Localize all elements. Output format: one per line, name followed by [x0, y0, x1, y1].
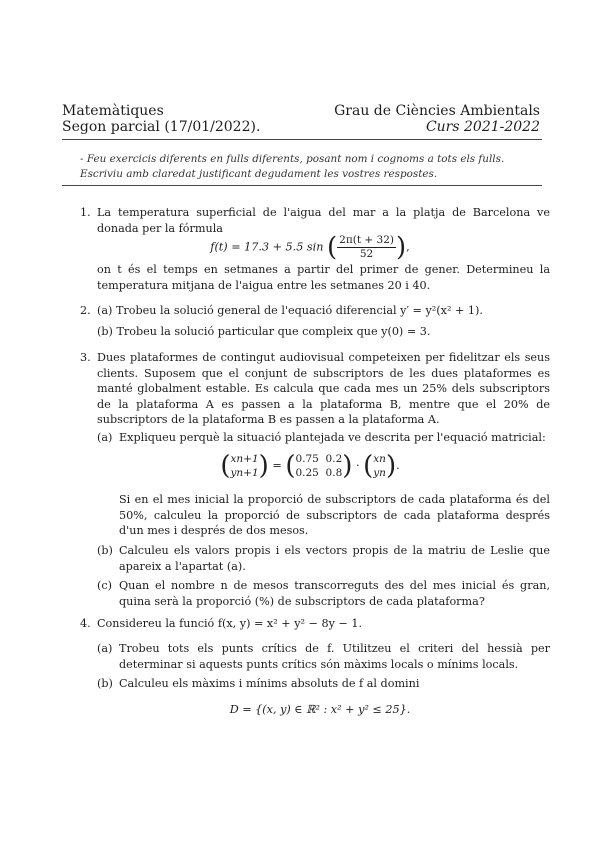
question-2	[80, 303, 550, 339]
course-year: Curs 2021-2022	[425, 119, 540, 135]
q4-part-a	[97, 641, 550, 672]
question-text: La temperatura superficial de l'aigua del mar a la platja de Barcelona ve donada per la fórmula	[97, 206, 550, 235]
rhs-vector	[373, 452, 386, 480]
exam-title: Segon parcial (17/01/2022).	[62, 119, 261, 135]
question-number: 1.	[80, 206, 91, 219]
q1-explanation: on t és el temps en setmanes a partir del primer de gener. Determineu la temperatura mitjana de l'aigua entre les setmanes 20 i 40.	[97, 263, 550, 292]
part-text: Trobeu tots els punts crítics de f. Utilitzeu el criteri del hessià per determinar si aquests punts crítics són màxims locals o mínims locals.	[119, 642, 550, 671]
degree-title: Grau de Ciències Ambientals	[334, 103, 540, 119]
part-text: Trobeu la solució particular que compleix que y(0) = 3.	[116, 324, 431, 338]
paren-open: (	[285, 451, 296, 481]
matrix-cell: 0.2	[325, 453, 343, 465]
paren-close: )	[395, 232, 407, 263]
rhs-bottom: yn	[373, 467, 386, 479]
part-label: (c)	[97, 579, 112, 592]
header-divider	[62, 139, 542, 140]
matrix-cell: 0.8	[325, 467, 343, 479]
q3-part-c	[97, 578, 550, 609]
part-label: (a)	[97, 642, 113, 655]
question-text: Dues plataformes de contingut audiovisual competeixen per fidelitzar els seus clients. Suposem que el conjunt de subscriptors de les dues plataformes es manté globalment estable. Es calcula que cada mes un 25% dels subscriptors de la plataforma A es passen a la plataforma B, mentre que el 20% de subscriptors de la plataforma B es passen a la plataforma A.	[97, 351, 550, 426]
part-label: (a)	[97, 304, 113, 317]
formula-end: ,	[406, 240, 410, 254]
header-left	[62, 103, 260, 135]
q3-part-a	[97, 430, 550, 446]
lhs-bottom: yn+1	[230, 467, 259, 479]
question-3	[80, 350, 550, 428]
instructions	[80, 152, 530, 182]
lhs-vector	[230, 452, 258, 480]
question-text: Considereu la funció f(x, y) = x² + y² − 8y − 1.	[97, 617, 363, 630]
part-label: (b)	[97, 677, 113, 690]
instruction-line: - Feu exercicis diferents en fulls diferents, posant nom i cognoms a tots els fulls.	[80, 153, 505, 165]
formula-lhs: f(t) = 17.3 + 5.5 sin	[210, 240, 324, 254]
part-label: (a)	[97, 431, 113, 444]
part-text: Trobeu la solució general de l'equació diferencial y′ = y²(x² + 1).	[115, 304, 483, 317]
q4-part-b	[97, 676, 550, 692]
formula-fraction	[337, 234, 396, 261]
times-sign: ·	[355, 459, 360, 472]
fraction-denominator: 52	[359, 248, 374, 260]
header-right	[334, 103, 540, 135]
leslie-matrix	[295, 452, 342, 480]
matrix-cell: 0.25	[295, 467, 319, 479]
part-text: Expliqueu perquè la situació plantejada ve descrita per l'equació matricial:	[119, 431, 546, 444]
question-number: 4.	[80, 617, 91, 630]
paren-close: )	[258, 451, 269, 481]
question-4	[80, 616, 550, 632]
rhs-top: xn	[373, 453, 386, 465]
fraction-numerator: 2π(t + 32)	[339, 234, 394, 246]
paren-open: (	[363, 451, 374, 481]
paren-open: (	[220, 451, 231, 481]
instruction-line: Escriviu amb claredat justificant degudament les vostres respostes.	[80, 168, 438, 180]
q2-part-a	[97, 303, 550, 319]
lhs-top: xn+1	[230, 453, 259, 465]
part-text: Calculeu els valors propis i els vectors propis de la matriu de Leslie que apareix a l'apartat (a).	[119, 544, 550, 573]
q4-domain: D = {(x, y) ∈ ℝ² : x² + y² ≤ 25}.	[229, 703, 411, 716]
question-number: 2.	[80, 304, 91, 317]
equals-sign: =	[272, 459, 286, 472]
q3-part-b	[97, 543, 550, 574]
instructions-divider	[62, 185, 542, 186]
part-label: (b)	[97, 544, 113, 557]
q3-a-continuation: Si en el mes inicial la proporció de subscriptors de cada plataforma és del 50%, calculeu la proporció de subscriptors de cada plataforma després d'un mes i després de dos mesos.	[119, 493, 550, 537]
paren-close: )	[342, 451, 353, 481]
matrix-cell: 0.75	[295, 453, 319, 465]
question-1	[80, 205, 550, 236]
q2-part-b	[97, 324, 550, 340]
part-text: Quan el nombre n de mesos transcorreguts des del mes inicial és gran, quina serà la proporció (%) de subscriptors de cada plataforma?	[119, 579, 550, 608]
part-label: (b)	[97, 324, 113, 338]
subject-title: Matemàtiques	[62, 103, 164, 119]
paren-open: (	[326, 232, 338, 263]
part-text: Calculeu els màxims i mínims absoluts de f al domini	[119, 677, 420, 690]
paren-close: )	[385, 451, 397, 481]
q1-formula	[180, 234, 440, 261]
question-number: 3.	[80, 351, 91, 364]
q3-matrix-equation: (xn+1 yn+1) = (0.75 0.2 0.25 0.8) · (xn yn).	[220, 451, 400, 481]
